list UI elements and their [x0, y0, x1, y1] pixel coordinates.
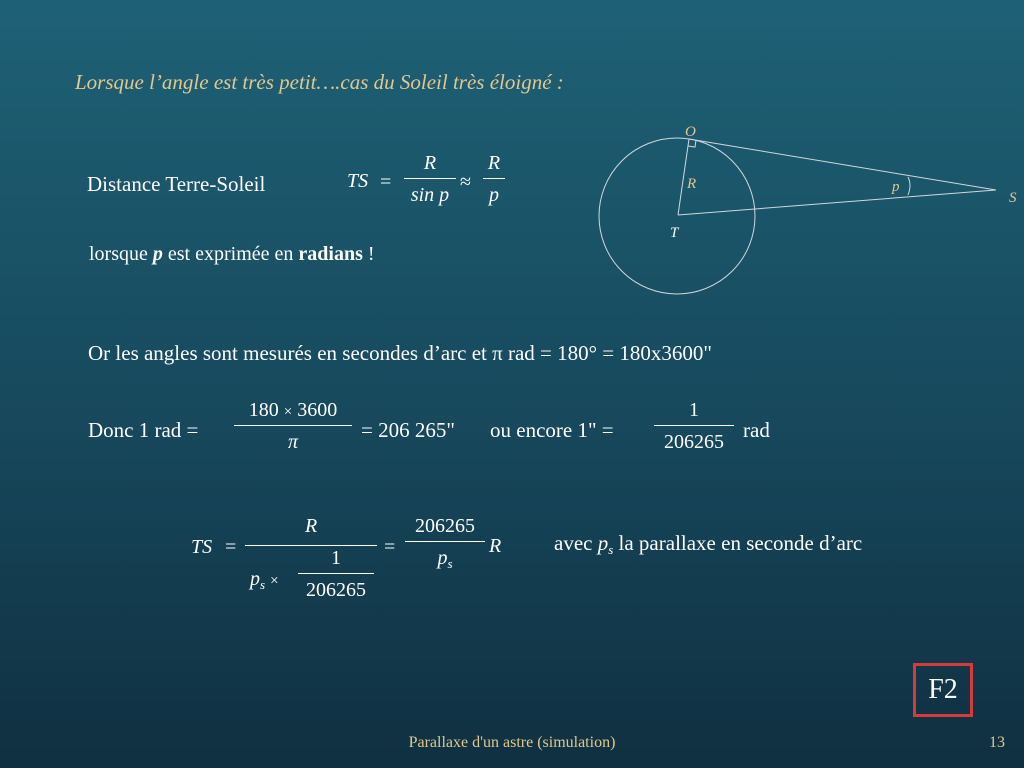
fraction-numerator: R	[423, 152, 437, 174]
fraction-1-over-206265	[652, 400, 736, 452]
label-s: S	[1009, 190, 1017, 206]
radian-note-middle: est exprimée en	[162, 243, 299, 265]
equals-sign: =	[225, 536, 237, 558]
avec-before: avec	[554, 531, 598, 555]
fraction-numerator: 1	[689, 399, 699, 421]
fraction-numerator: R	[487, 152, 501, 174]
footer-title: Parallaxe d'un astre (simulation)	[408, 734, 616, 751]
fraction-denominator: 206265	[306, 579, 366, 601]
fraction-numerator: 1	[331, 547, 341, 569]
r-symbol: R	[489, 535, 502, 557]
equals-sign: =	[380, 171, 392, 193]
radian-note-bold: radians	[298, 243, 363, 265]
rad-unit: rad	[743, 418, 770, 442]
rad-result: = 206 265"	[361, 418, 455, 442]
ts-symbol: TS	[347, 170, 369, 192]
radian-note	[89, 243, 375, 266]
ou-encore-label: ou encore 1" =	[490, 418, 614, 442]
times-sign: ×	[283, 404, 293, 420]
label-o: O	[685, 124, 696, 140]
radian-note-before: lorsque	[89, 243, 153, 265]
distance-label: Distance Terre-Soleil	[87, 172, 266, 196]
fraction-denominator: sin p	[410, 184, 450, 206]
fraction-r-over-sinp	[402, 153, 458, 205]
parallax-angle-arc	[908, 177, 910, 195]
label-t: T	[670, 225, 679, 241]
label-r: R	[687, 176, 697, 192]
line-t-s	[678, 190, 996, 215]
fraction-r-over-p	[482, 153, 506, 205]
fraction-bar	[298, 573, 374, 574]
angles-line: Or les angles sont mesurés en secondes d’arc et π rad = 180° = 180x3600"	[88, 341, 712, 365]
big-fraction-numerator: R	[305, 515, 318, 537]
subscript-s: s	[260, 577, 266, 592]
avec-var: p	[597, 531, 609, 555]
avec-after: la parallaxe en seconde d’arc	[613, 531, 863, 555]
big-fraction-bar	[245, 545, 377, 546]
slide-title: Lorsque l’angle est très petit….cas du Soleil très éloigné :	[75, 70, 564, 94]
fraction-denominator	[437, 548, 452, 570]
fraction-denominator: p	[489, 184, 499, 206]
label-p: p	[892, 179, 900, 195]
parallax-diagram	[590, 115, 1022, 300]
fraction-180x3600-over-pi	[232, 400, 354, 452]
radian-note-after: !	[362, 243, 375, 265]
earth-circle	[599, 138, 755, 294]
big-fraction-denominator	[250, 568, 279, 593]
equals-sign-2: =	[384, 536, 396, 558]
ts-symbol: TS	[191, 536, 213, 558]
avec-note	[554, 531, 862, 558]
radian-note-var: p	[152, 243, 163, 265]
fraction-numerator	[249, 400, 337, 420]
fraction-206265-over-ps	[403, 516, 487, 570]
fraction-denominator: 206265	[664, 431, 724, 453]
approx-sign: ≈	[460, 171, 471, 193]
p-symbol: p	[437, 547, 448, 569]
fraction-bar	[234, 425, 352, 426]
fraction-bar	[405, 541, 485, 542]
times-sign: ×	[270, 573, 279, 589]
page-number: 13	[989, 734, 1005, 751]
fraction-bar	[404, 178, 456, 179]
fraction-denominator-pi: π	[287, 431, 299, 453]
donc-label: Donc 1 rad =	[88, 418, 199, 442]
avec-sub: s	[608, 542, 614, 557]
fraction-numerator: 206265	[415, 515, 475, 537]
num-180: 180	[248, 399, 279, 421]
fraction-bar	[483, 178, 505, 179]
fraction-bar	[654, 425, 734, 426]
subscript-s: s	[447, 556, 453, 571]
p-symbol: p	[250, 568, 260, 590]
inner-fraction	[296, 548, 376, 600]
f2-badge[interactable]: F2	[913, 663, 973, 717]
num-3600: 3600	[297, 399, 338, 421]
